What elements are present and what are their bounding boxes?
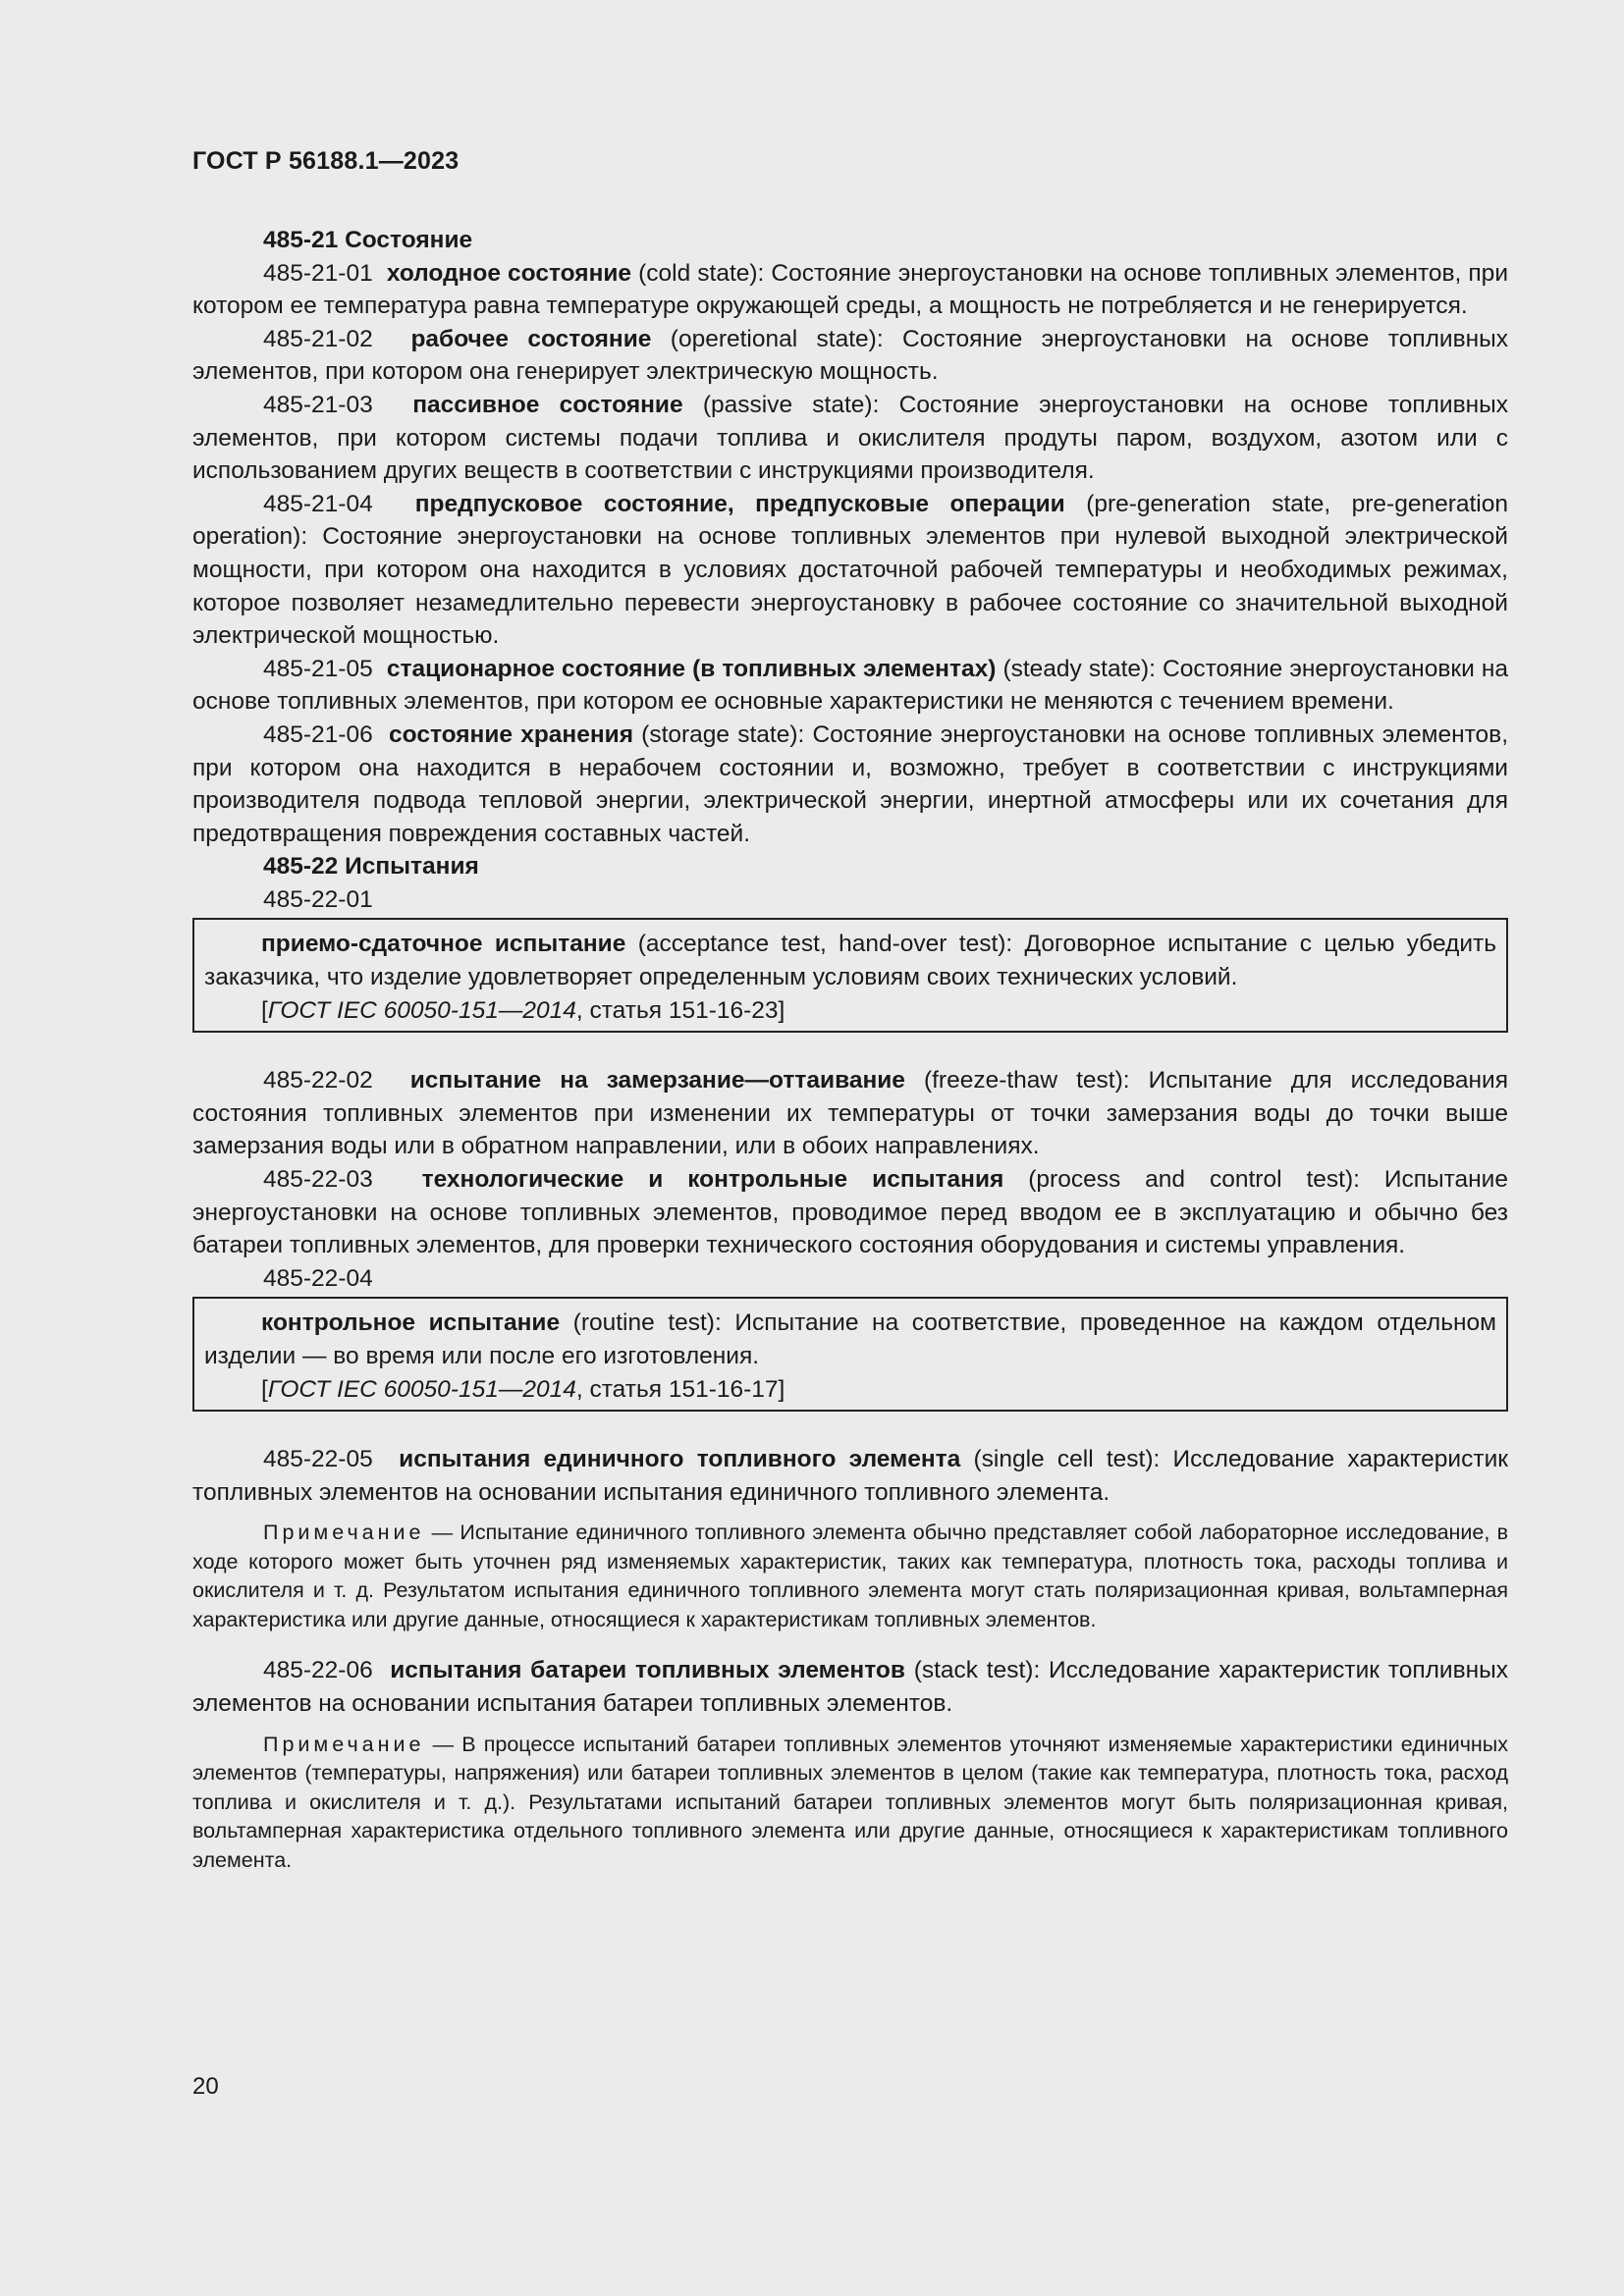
entry-definition: (process and control test): Испытание энергоустановки на основе топливных элементов, проводимое перед вводом ее в эксплуатацию и обычно без батареи топливных элементов, для проверки технического состояния оборудования и системы управления. bbox=[192, 1166, 1508, 1259]
entry-number: 485-21-06 bbox=[263, 721, 373, 748]
entry-485-21-04 bbox=[192, 488, 1508, 653]
page-number: 20 bbox=[192, 2073, 219, 2100]
note-label: Примечание bbox=[263, 1732, 425, 1756]
entry-number: 485-22-03 bbox=[263, 1166, 373, 1194]
entry-485-21-03 bbox=[192, 389, 1508, 488]
entry-number: 485-22-04 bbox=[263, 1264, 373, 1292]
entry-term: рабочее состояние bbox=[410, 325, 652, 352]
entry-485-21-06 bbox=[192, 719, 1508, 850]
entry-number: 485-21-03 bbox=[263, 391, 373, 418]
entry-number: 485-22-05 bbox=[263, 1446, 373, 1473]
entry-term: технологические и контрольные испытания bbox=[421, 1166, 1004, 1194]
entry-number: 485-22-02 bbox=[263, 1067, 373, 1095]
entry-definition: (cold state): Состояние энергоустановки на основе топливных элементов, при котором ее температура равна температуре окружающей среды, а мощность не потребляется и не генерируется. bbox=[192, 259, 1508, 320]
entry-number: 485-21-01 bbox=[263, 259, 373, 287]
entry-term: испытание на замерзание—оттаивание bbox=[409, 1067, 905, 1095]
entry-term: стационарное состояние (в топливных элементах) bbox=[386, 655, 997, 682]
entry-485-22-02 bbox=[192, 1064, 1508, 1163]
quoted-term-box bbox=[192, 1297, 1508, 1412]
entry-definition: (acceptance test, hand-over test): Договорное испытание с целью убедить заказчика, что изделие удовлетворяет определенным условиям своих технических условий. bbox=[204, 931, 1496, 991]
entry-number: 485-21-04 bbox=[263, 490, 373, 517]
entry-term: холодное состояние bbox=[386, 259, 632, 287]
entry-485-21-01 bbox=[192, 257, 1508, 323]
document-body bbox=[192, 224, 1508, 1895]
entry-485-22-03 bbox=[192, 1163, 1508, 1262]
quoted-term-box bbox=[192, 918, 1508, 1033]
ref-article: , статья 151-16-17] bbox=[575, 1375, 785, 1403]
entry-definition: (operetional state): Состояние энергоустановки на основе топливных элементов, при котором она генерирует электрическую мощность. bbox=[192, 325, 1508, 386]
entry-definition: (stack test): Исследование характеристик топливных элементов на основании испытания батареи топливных элементов. bbox=[192, 1657, 1508, 1717]
ref-bracket: [ bbox=[261, 1375, 268, 1403]
note-label: Примечание bbox=[263, 1521, 425, 1545]
note-text: — В процессе испытаний батареи топливных элементов уточняют изменяемые характеристики единичных элементов (температуры, напряжения) или батареи топливных элементов в целом (такие как температура, плотность тока, расход топлива и окислителя и т. д.). Результатами испытаний батареи топливных элементов могут быть поляризационная кривая, вольтамперная характеристика отдельного топливного элемента или другие данные, относящиеся к характеристикам топливного элемента. bbox=[192, 1732, 1508, 1872]
entry-term: контрольное испытание bbox=[261, 1309, 561, 1337]
ref-document: ГОСТ IEC 60050-151—2014 bbox=[267, 1375, 576, 1403]
entry-term: состояние хранения bbox=[389, 721, 634, 748]
entry-number: 485-21-05 bbox=[263, 655, 373, 682]
entry-term: испытания батареи топливных элементов bbox=[390, 1657, 905, 1684]
entry-term: предпусковое состояние, предпусковые операции bbox=[414, 490, 1065, 517]
entry-definition: (pre-generation state, pre-generation operation): Состояние энергоустановки на основе топливных элементов при нулевой выходной электрической мощности, при котором она находится в условиях достаточной рабочей температуры и необходимых режимах, которое позволяет незамедлительно перевести энергоустановку в рабочее состояние со значительной выходной электрической мощностью. bbox=[192, 490, 1508, 650]
note bbox=[192, 1731, 1508, 1876]
ref-document: ГОСТ IEC 60050-151—2014 bbox=[267, 996, 576, 1024]
entry-definition: (storage state): Состояние энергоустановки на основе топливных элементов, при котором она находится в нерабочем состоянии и, возможно, требует в соответствии с инструкциями производителя подвода тепловой энергии, электрической энергии, инертной атмосферы или их сочетания для предотвращения повреждения составных частей. bbox=[192, 721, 1509, 847]
entry-485-21-02 bbox=[192, 323, 1508, 389]
section-title: 485-22 Испытания bbox=[263, 853, 479, 881]
note-text: — Испытание единичного топливного элемента обычно представляет собой лабораторное исследование, в ходе которого может быть уточнен ряд изменяемых характеристик, таких как температура, плотность тока, расходы топлива и окислителя и т. д. Результатом испытания единичного топливного элемента могут стать поляризационная кривая, вольтамперная характеристика или другие данные, относящиеся к характеристикам топливных элементов. bbox=[192, 1521, 1508, 1631]
entry-term: пассивное состояние bbox=[412, 391, 683, 418]
entry-485-21-05 bbox=[192, 653, 1508, 719]
document-header: ГОСТ Р 56188.1—2023 bbox=[192, 147, 460, 175]
entry-definition: (single cell test): Исследование характеристик топливных элементов на основании испытания единичного топливного элемента. bbox=[192, 1446, 1508, 1506]
source-reference bbox=[204, 1373, 1496, 1407]
entry-485-22-05 bbox=[192, 1443, 1508, 1509]
entry-485-22-01 bbox=[204, 928, 1496, 993]
entry-definition: (freeze-thaw test): Испытание для исследования состояния топливных элементов при изменении их температуры от точки замерзания воды до точки выше замерзания воды или в обратном направлении, или в обоих направлениях. bbox=[192, 1067, 1508, 1160]
entry-definition: (routine test): Испытание на соответствие, проведенное на каждом отдельном изделии — во время или после его изготовления. bbox=[204, 1309, 1496, 1369]
ref-article: , статья 151-16-23] bbox=[575, 996, 785, 1024]
entry-485-22-04 bbox=[204, 1307, 1496, 1372]
entry-number: 485-21-02 bbox=[263, 325, 373, 352]
source-reference bbox=[204, 994, 1496, 1028]
entry-definition: (passive state): Состояние энергоустановки на основе топливных элементов, при котором системы подачи топлива и окислителя продуты паром, воздухом, азотом или с использованием других веществ в соответствии с инструкциями производителя. bbox=[192, 391, 1508, 485]
entry-definition: (steady state): Состояние энергоустановки на основе топливных элементов, при котором ее основные характеристики не меняются с течением времени. bbox=[192, 655, 1508, 716]
entry-485-22-06 bbox=[192, 1654, 1508, 1720]
entry-number: 485-22-06 bbox=[263, 1657, 373, 1684]
section-title: 485-21 Состояние bbox=[263, 227, 473, 253]
ref-bracket: [ bbox=[261, 996, 268, 1024]
entry-number: 485-22-01 bbox=[263, 885, 373, 913]
entry-term: испытания единичного топливного элемента bbox=[399, 1446, 961, 1473]
note bbox=[192, 1519, 1508, 1634]
entry-term: приемо-сдаточное испытание bbox=[261, 931, 626, 958]
